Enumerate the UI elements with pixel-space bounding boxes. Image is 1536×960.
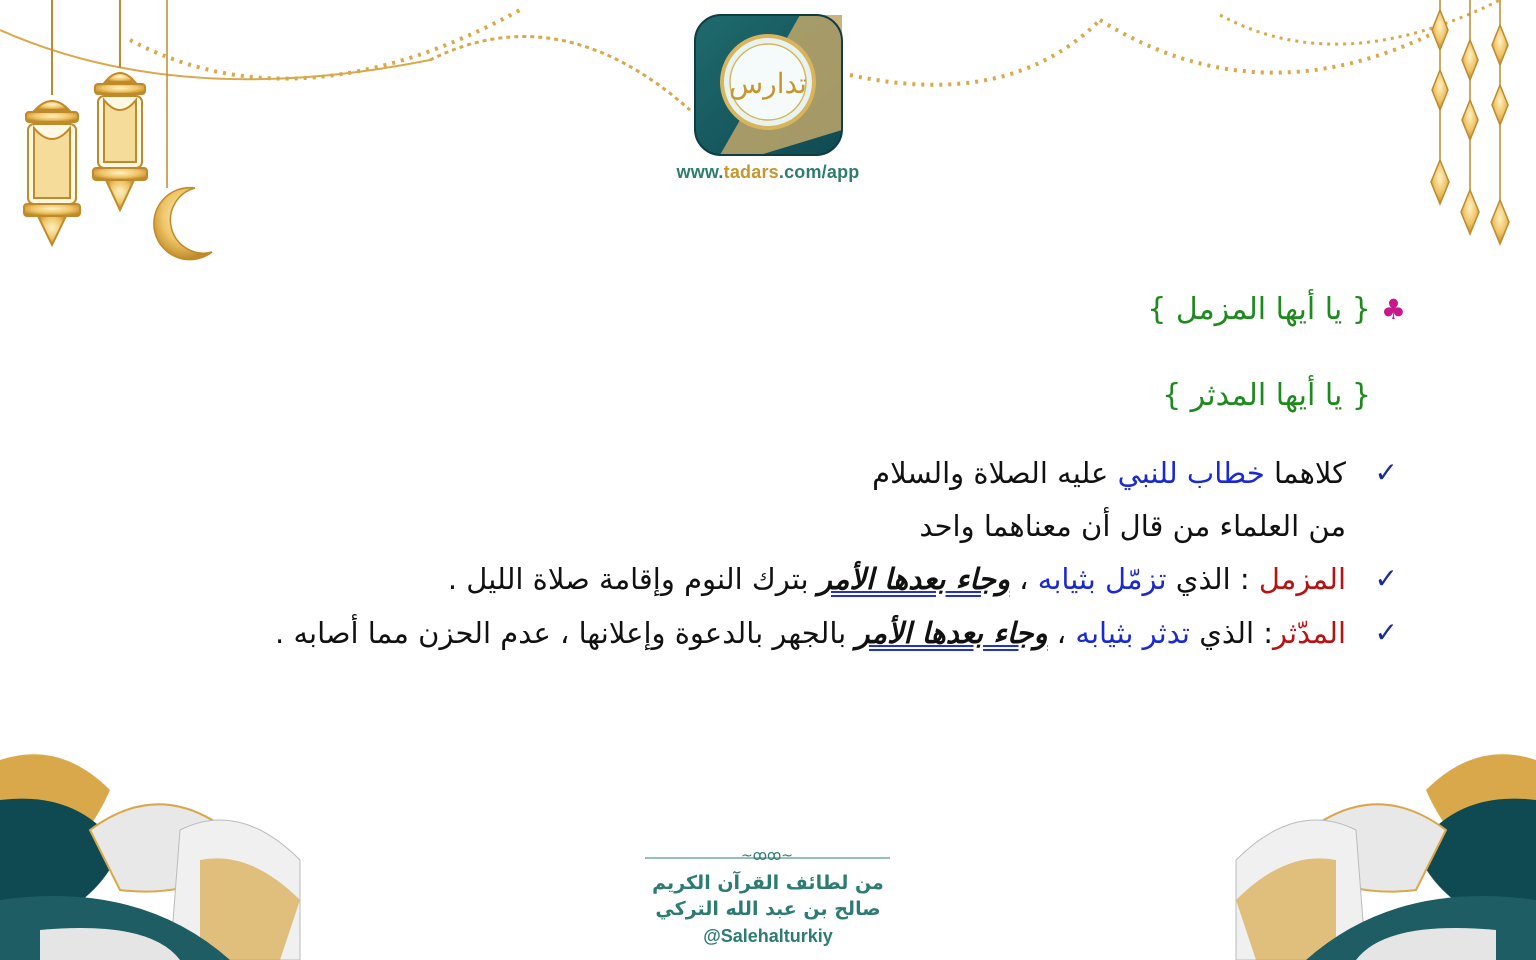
checkmark-icon: ✓ <box>1374 616 1398 649</box>
floral-ornament-left <box>0 754 300 960</box>
lantern-icon <box>93 0 147 210</box>
checkmark-icon: ✓ <box>1374 456 1398 489</box>
content-line-3: ✓ المزمل : الذي تزمّل بثيابه ، وجاء بعدها الأمر بترك النوم وإقامة صلاة الليل . <box>447 562 1398 596</box>
app-url[interactable]: www.tadars.com/app <box>676 162 860 182</box>
footer-series-title: من لطائف القرآن الكريم <box>652 872 884 894</box>
term-label: المدّثر <box>1273 616 1346 650</box>
bead-garland-right <box>850 0 1500 85</box>
tadars-logo <box>695 15 842 155</box>
verse-title-muddaththir <box>1162 378 1371 413</box>
highlight-text: خطاب للنبي <box>1117 456 1265 490</box>
footer-author: صالح بن عبد الله التركي <box>655 898 881 920</box>
footer-divider <box>645 848 890 864</box>
hanging-diamonds-icon <box>1431 0 1509 244</box>
verse-text: { يا أيها المدثر } <box>1162 378 1371 413</box>
emphasis-text: وجاء بعدها الأمر <box>817 562 1010 596</box>
lantern-icon <box>24 0 80 245</box>
club-icon: ♣ <box>1380 293 1406 326</box>
verse-title-muzzammil <box>1147 292 1406 327</box>
content-line-4: ✓ المدّثر: الذي تدثر بثيابه ، وجاء بعدها الأمر بالجهر بالدعوة وإعلانها ، عدم الحزن مما أصابه . <box>275 616 1398 650</box>
term-label: المزمل <box>1258 562 1346 596</box>
emphasis-text: وجاء بعدها الأمر <box>855 616 1048 650</box>
checkmark-icon: ✓ <box>1374 562 1398 595</box>
svg-text:تدارس: تدارس <box>729 67 807 100</box>
verse-text: { يا أيها المزمل } <box>1147 292 1371 327</box>
footer-handle[interactable]: @Salehalturkiy <box>703 926 833 946</box>
content-line-2: من العلماء من قال أن معناهما واحد <box>919 509 1346 543</box>
floral-ornament-right <box>1236 754 1536 960</box>
svg-text:~ꝏꝏ~: ~ꝏꝏ~ <box>741 848 793 864</box>
content-line-1: ✓ كلاهما خطاب للنبي عليه الصلاة والسلام <box>872 456 1398 490</box>
crescent-moon-icon <box>154 0 212 260</box>
